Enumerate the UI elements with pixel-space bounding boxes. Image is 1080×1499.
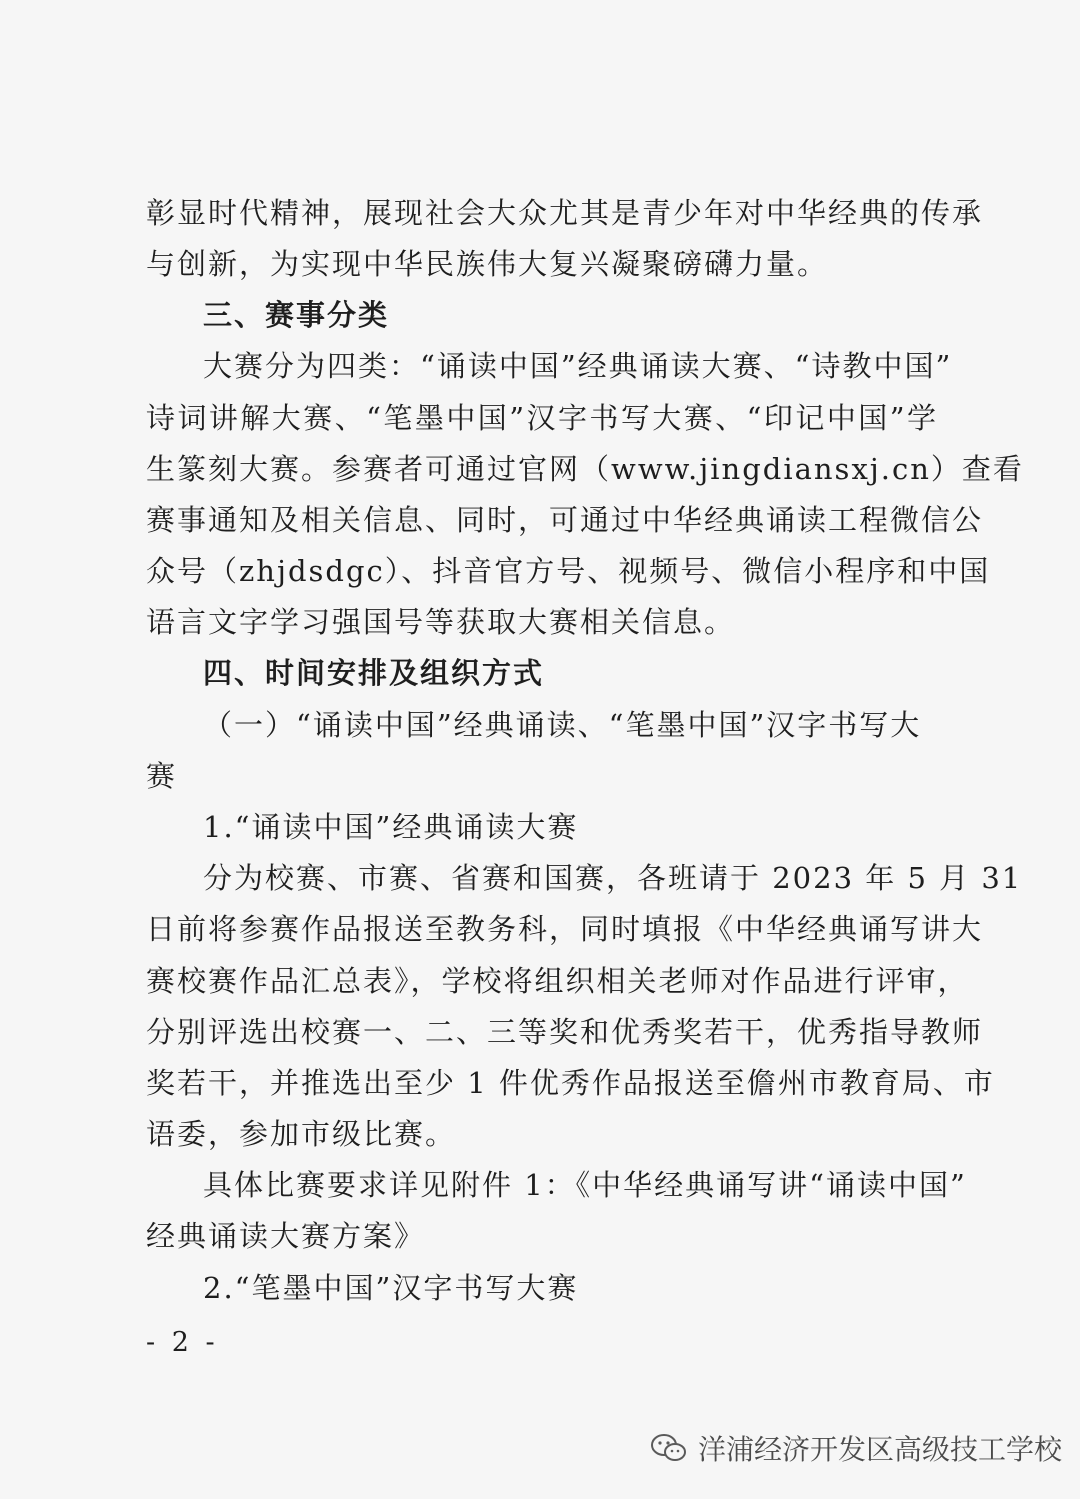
account-watermark xyxy=(650,1428,1062,1468)
text-line: 大赛分为四类：“诵读中国”经典诵读大赛、“诗教中国” xyxy=(203,349,953,383)
text-line: 语言文字学习强国号等获取大赛相关信息。 xyxy=(146,605,736,639)
text-line: 经典诵读大赛方案》 xyxy=(146,1219,426,1253)
text-line: 奖若干，并推选出至少 1 件优秀作品报送至儋州市教育局、市 xyxy=(146,1066,995,1100)
text-line: 赛 xyxy=(146,759,178,793)
text-line: 语委，参加市级比赛。 xyxy=(146,1117,457,1151)
section-heading: 四、时间安排及组织方式 xyxy=(203,656,545,690)
text-line: 与创新，为实现中华民族伟大复兴凝聚磅礴力量。 xyxy=(146,247,829,281)
subsection-heading: （一）“诵读中国”经典诵读、“笔墨中国”汉字书写大 xyxy=(203,708,922,742)
item-heading: 1.“诵读中国”经典诵读大赛 xyxy=(203,810,579,844)
text-line: 赛校赛作品汇总表》，学校将组织相关老师对作品进行评审， xyxy=(146,964,969,998)
text-line: 众号（zhjdsdgc）、抖音官方号、视频号、微信小程序和中国 xyxy=(146,554,991,588)
text-line: 赛事通知及相关信息、同时，可通过中华经典诵读工程微信公 xyxy=(146,503,984,537)
section-heading: 三、赛事分类 xyxy=(203,298,390,332)
text-line: 分为校赛、市赛、省赛和国赛，各班请于 2023 年 5 月 31 xyxy=(203,861,1023,895)
watermark-text: 洋浦经济开发区高级技工学校 xyxy=(698,1433,1063,1466)
text-line: 具体比赛要求详见附件 1：《中华经典诵写讲“诵读中国” xyxy=(203,1168,967,1202)
item-heading: 2.“笔墨中国”汉字书写大赛 xyxy=(203,1271,579,1305)
text-line: 生篆刻大赛。参赛者可通过官网（www.jingdiansxj.cn）查看 xyxy=(146,452,1024,486)
page-number: - 2 - xyxy=(146,1327,219,1358)
text-line: 日前将参赛作品报送至教务科，同时填报《中华经典诵写讲大 xyxy=(146,912,984,946)
wechat-icon xyxy=(650,1433,688,1463)
text-line: 彰显时代精神，展现社会大众尤其是青少年对中华经典的传承 xyxy=(146,196,984,230)
text-line: 诗词讲解大赛、“笔墨中国”汉字书写大赛、“印记中国”学 xyxy=(146,401,938,435)
text-line: 分别评选出校赛一、二、三等奖和优秀奖若干，优秀指导教师 xyxy=(146,1015,984,1049)
